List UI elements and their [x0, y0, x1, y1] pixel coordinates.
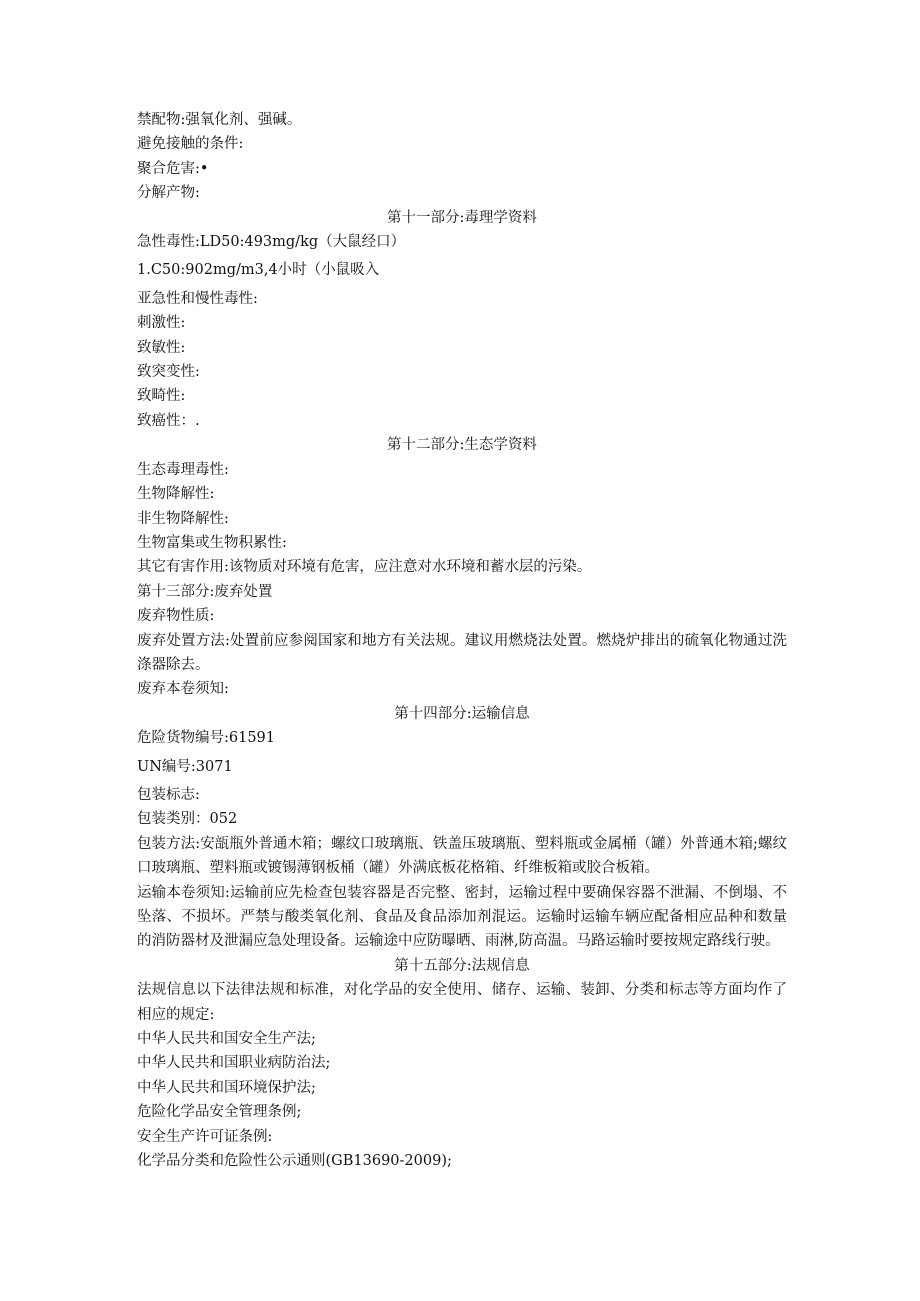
package-label: 包装标志: [137, 786, 200, 803]
waste-nature: 废弃物性质: [137, 608, 215, 625]
un-number: UN编号:3071 [137, 758, 233, 775]
document-page [137, 108, 787, 1173]
regulation-item: 中华人民共和国环境保护法; [137, 1079, 316, 1096]
eco-item: 非生物降解性: [137, 510, 229, 527]
eco-item: 生物降解性: [137, 486, 215, 503]
regulation-item: 安全生产许可证条例: [137, 1128, 273, 1145]
regulation-item: 危险化学品安全管理条例; [137, 1104, 302, 1121]
disposal-method: 废弃处置方法:处置前应参阅国家和地方有关法规。建议用燃烧法处置。燃烧炉排出的硫氧化物通过洗涤器除去。 [137, 632, 787, 673]
regulation-item: 化学品分类和危险性公示通则(GB13690-2009); [137, 1153, 452, 1170]
tox-item: 致突变性: [137, 364, 200, 381]
section-heading-ecology: 第十二部分:生态学资料 [387, 437, 537, 454]
tox-item: 致癌性：. [137, 412, 200, 429]
eco-item: 其它有害作用:该物质对环境有危害，应注意对水环境和蓄水层的污染。 [137, 559, 592, 576]
package-category: 包装类别：052 [137, 811, 238, 828]
package-method: 包装方法:安瓿瓶外普通木箱；螺纹口玻璃瓶、铁盖压玻璃瓶、塑料瓶或金属桶（罐）外普通木箱;螺纹口玻璃瓶、塑料瓶或镀锡薄钢板桶（罐）外满底板花格箱、纤维板箱或胶合板箱。 [137, 835, 787, 877]
section-heading-disposal: 第十三部分:废弃处置 [137, 583, 273, 600]
tox-item: 致敏性: [137, 339, 186, 356]
conditions-to-avoid: 避免接触的条件: [137, 136, 244, 153]
acute-toxicity: 急性毒性:LD50:493mg/kg（大鼠经口） [137, 234, 406, 251]
transport-notice: 运输本卷须知:运输前应先检查包装容器是否完整、密封，运输过程中要确保容器不泄漏、不倒塌、不坠落、不损坏。严禁与酸类氧化剂、食品及食品添加剂混运。运输时运输车辆应配备相应品种和数量的消防器材及泄漏应急处理设备。运输途中应防曝晒、雨淋,防高温。马路运输时要按规定路线行驶。 [137, 884, 787, 950]
tox-item: 亚急性和慢性毒性: [137, 290, 258, 307]
incompatible-materials: 禁配物:强氧化剂、强碱。 [137, 112, 302, 128]
disposal-notice: 废弃本卷须知: [137, 681, 229, 698]
regulation-item: 中华人民共和国安全生产法; [137, 1031, 316, 1048]
tox-item: 刺激性: [137, 315, 186, 332]
section-heading-transport: 第十四部分:运输信息 [394, 705, 530, 722]
lc50-value: 1.C50:902mg/m3,4小时（小鼠吸入 [137, 262, 380, 279]
polymerization-hazard: 聚合危害:• [137, 160, 209, 177]
section-heading-regulation: 第十五部分:法规信息 [394, 957, 530, 974]
eco-item: 生物富集或生物积累性: [137, 534, 287, 551]
tox-item: 致畸性: [137, 388, 186, 405]
decomposition-products: 分解产物: [137, 185, 200, 202]
eco-item: 生态毒理毒性: [137, 461, 229, 478]
dangerous-goods-number: 危险货物编号:61591 [137, 730, 276, 747]
regulation-item: 中华人民共和国职业病防治法; [137, 1055, 331, 1072]
regulation-intro: 法规信息以下法律法规和标准，对化学品的安全使用、储存、运输、装卸、分类和标志等方面均作了相应的规定: [137, 982, 787, 1023]
section-heading-toxicology: 第十一部分:毒理学资料 [387, 209, 537, 226]
